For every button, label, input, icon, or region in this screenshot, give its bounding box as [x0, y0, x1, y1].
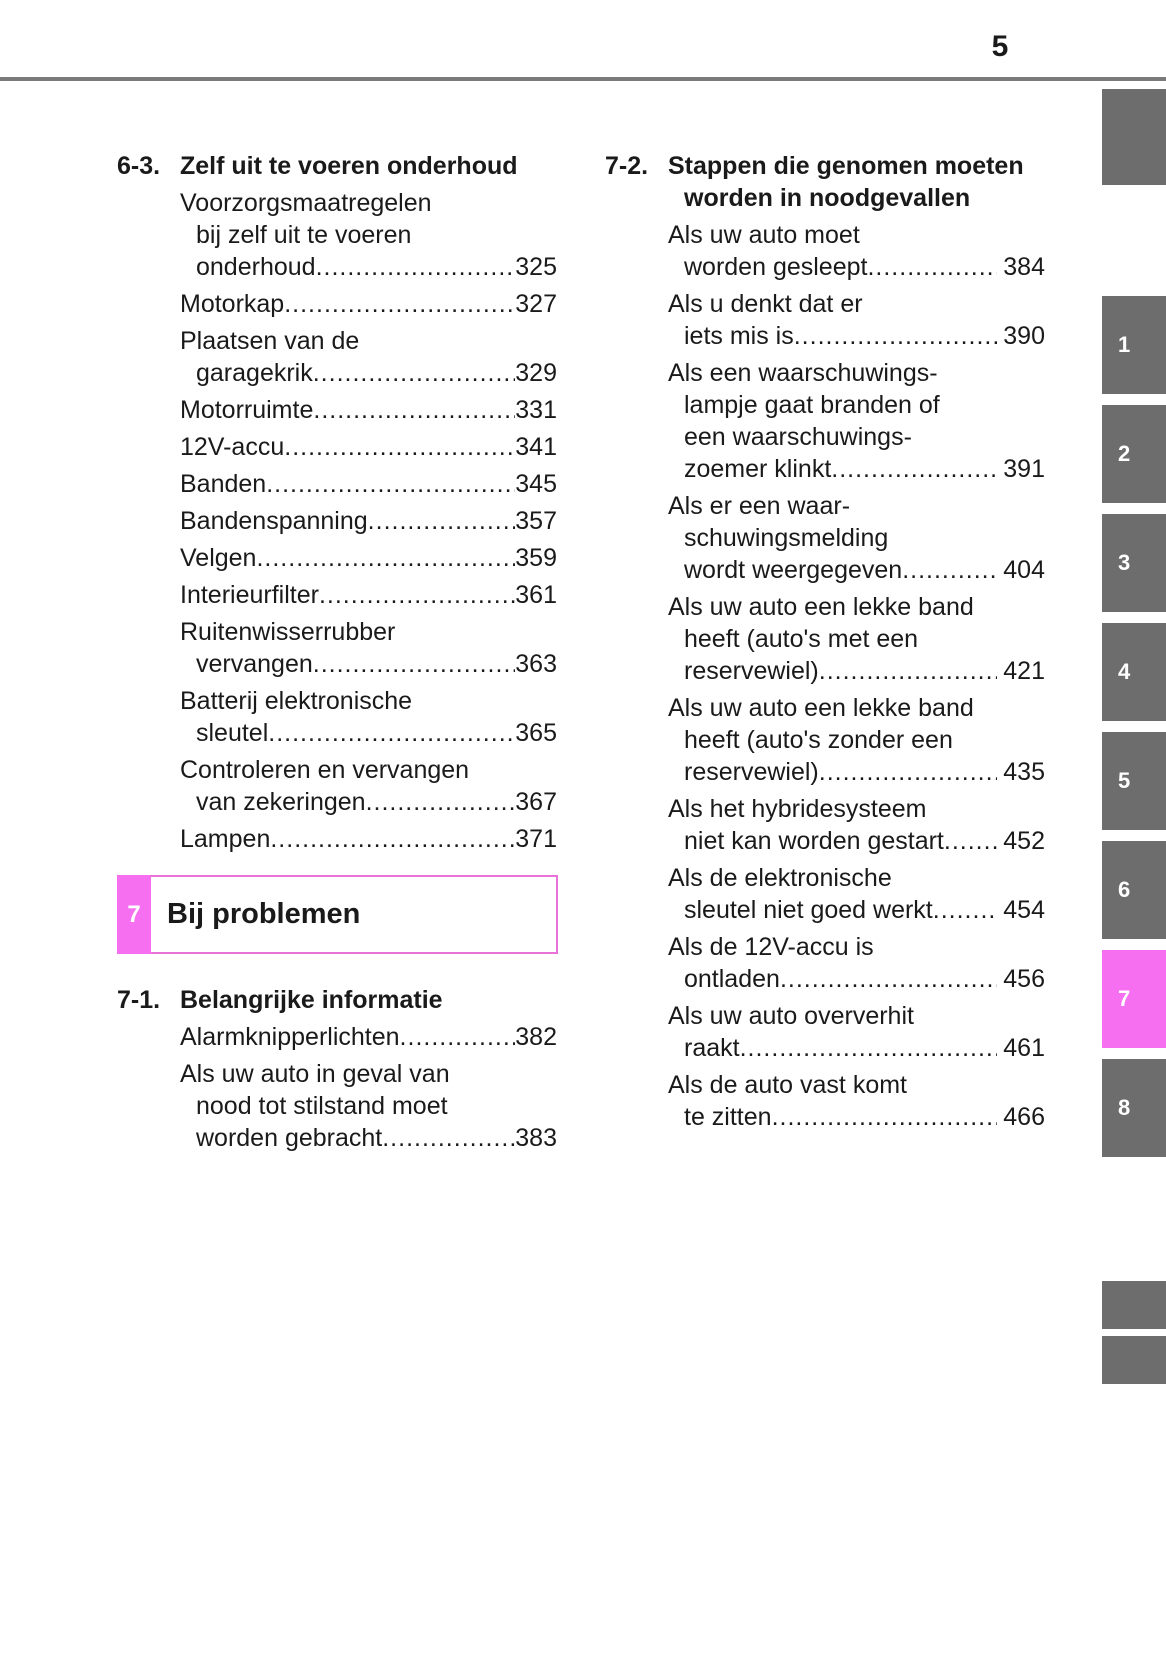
toc-entry-text: iets mis is	[684, 322, 794, 350]
toc-page-number: 390	[1003, 322, 1045, 350]
toc-entry-text: lampje gaat branden of	[684, 391, 940, 419]
chapter-tab-label: 1	[1118, 332, 1131, 357]
toc-entry[interactable]	[180, 1021, 557, 1053]
dot-leader	[772, 1101, 998, 1133]
toc-entry-text: te zitten	[684, 1103, 772, 1131]
toc-list-7-2	[605, 219, 1045, 1133]
toc-entry-text: Ruitenwisserrubber	[180, 618, 396, 646]
dot-leader	[400, 1021, 516, 1053]
section-heading-6-3	[117, 150, 557, 182]
toc-entry-text: Als uw auto oververhit	[668, 1002, 914, 1030]
toc-entry-text: Plaatsen van de	[180, 327, 360, 355]
toc-entry[interactable]	[180, 616, 557, 680]
toc-entry-text: worden gebracht	[196, 1124, 383, 1152]
chapter-tab-label: 4	[1118, 659, 1131, 684]
toc-entry-text: reservewiel)	[684, 758, 819, 786]
toc-entry-text: Als u denkt dat er	[668, 290, 863, 318]
toc-entry[interactable]	[180, 1058, 557, 1154]
section-heading-7-2	[605, 150, 1045, 214]
dot-leader	[933, 894, 998, 926]
dot-leader	[266, 468, 515, 500]
toc-page-number: 384	[1003, 253, 1045, 281]
dot-leader	[740, 1032, 998, 1064]
dot-leader	[867, 251, 997, 283]
toc-entry-text: onderhoud	[196, 253, 316, 281]
toc-entry[interactable]	[668, 490, 1045, 586]
toc-page-number: 371	[515, 825, 557, 853]
toc-entry-text: sleutel	[196, 719, 269, 747]
toc-entry[interactable]	[180, 542, 557, 574]
toc-entry-text: schuwingsmelding	[684, 524, 889, 552]
section-title	[668, 150, 1045, 214]
toc-page-number: 391	[1003, 455, 1045, 483]
toc-entry[interactable]	[180, 431, 557, 463]
toc-entry-text: ontladen	[684, 965, 780, 993]
toc-page-number: 341	[515, 433, 557, 461]
section-title-line-1: Stappen die genomen moeten	[668, 152, 1024, 180]
dot-leader	[313, 648, 516, 680]
toc-page-number: 421	[1003, 657, 1045, 685]
dot-leader	[313, 394, 515, 426]
toc-entry-text: Motorkap	[180, 290, 285, 318]
toc-page-number: 357	[515, 507, 557, 535]
toc-entry-text: worden gesleept	[684, 253, 868, 281]
toc-list-7-1	[117, 1021, 557, 1154]
toc-entry-text: Als uw auto in geval van	[180, 1060, 450, 1088]
toc-entry-text: Als de auto vast komt	[668, 1071, 908, 1099]
dot-leader	[794, 320, 998, 352]
dot-leader	[284, 431, 515, 463]
chapter-tab-label: 6	[1118, 877, 1131, 902]
section-number: 6-3.	[117, 152, 161, 180]
tab-index-a[interactable]	[1102, 1281, 1166, 1329]
toc-entry-text: Banden	[180, 470, 267, 498]
toc-entry[interactable]	[180, 288, 557, 320]
toc-list-6-3	[117, 187, 557, 855]
toc-left-column	[117, 150, 557, 1154]
toc-entry[interactable]	[668, 288, 1045, 352]
toc-entry[interactable]	[180, 468, 557, 500]
toc-entry-text: reservewiel)	[684, 657, 819, 685]
toc-page-number: 325	[515, 253, 557, 281]
toc-entry[interactable]	[668, 591, 1045, 687]
toc-entry-text: niet kan worden gestart	[684, 827, 944, 855]
toc-page-number: 383	[515, 1124, 557, 1152]
toc-entry[interactable]	[180, 685, 557, 749]
toc-entry-text: raakt	[684, 1034, 740, 1062]
toc-entry-text: nood tot stilstand moet	[196, 1092, 448, 1120]
toc-entry[interactable]	[668, 1069, 1045, 1133]
toc-entry-text: zoemer klinkt	[684, 455, 832, 483]
dot-leader	[256, 542, 515, 574]
toc-page-number: 382	[515, 1023, 557, 1051]
toc-entry[interactable]	[668, 931, 1045, 995]
chapter-banner[interactable]	[117, 875, 558, 954]
section-title-line-2: worden in noodgevallen	[684, 184, 971, 212]
chapter-tab-6[interactable]	[1102, 841, 1166, 939]
toc-entry-text: Controleren en vervangen	[180, 756, 470, 784]
toc-entry[interactable]	[180, 394, 557, 426]
toc-entry[interactable]	[668, 357, 1045, 485]
toc-entry-text: Als er een waar-	[668, 492, 851, 520]
toc-entry[interactable]	[668, 1000, 1045, 1064]
toc-entry-text: wordt weergegeven	[684, 556, 903, 584]
toc-entry-text: Voorzorgsmaatregelen	[180, 189, 432, 217]
toc-entry[interactable]	[180, 823, 557, 855]
chapter-tab-8[interactable]	[1102, 1059, 1166, 1157]
page-number: 5	[991, 30, 1009, 63]
chapter-tab-2[interactable]	[1102, 405, 1166, 503]
toc-page-number: 363	[515, 650, 557, 678]
toc-entry-text: bij zelf uit te voeren	[196, 221, 412, 249]
toc-entry-text: Als uw auto een lekke band	[668, 694, 974, 722]
toc-entry-text: Motorruimte	[180, 396, 314, 424]
toc-page-number: 435	[1003, 758, 1045, 786]
toc-right-column	[605, 150, 1045, 1133]
dot-leader	[313, 357, 516, 389]
chapter-tab-5[interactable]	[1102, 732, 1166, 830]
chapter-tab-label: 8	[1118, 1095, 1131, 1120]
chapter-number: 7	[117, 875, 151, 954]
toc-entry-text: 12V-accu	[180, 433, 285, 461]
toc-page-number: 456	[1003, 965, 1045, 993]
toc-page-number: 359	[515, 544, 557, 572]
toc-page-number: 461	[1003, 1034, 1045, 1062]
toc-entry[interactable]	[668, 793, 1045, 857]
toc-entry-text: garagekrik	[196, 359, 313, 387]
dot-leader	[268, 717, 515, 749]
chapter-tab-label: 3	[1118, 550, 1131, 575]
section-title: Zelf uit te voeren onderhoud	[180, 152, 518, 180]
chapter-tab-1[interactable]	[1102, 296, 1166, 394]
toc-entry[interactable]	[668, 219, 1045, 283]
toc-page-number: 404	[1003, 556, 1045, 584]
chapter-tab-4[interactable]	[1102, 623, 1166, 721]
chapter-tab-label: 7	[1118, 986, 1131, 1011]
toc-entry-text: Interieurfilter	[180, 581, 319, 609]
chapter-tab-7[interactable]	[1102, 950, 1166, 1048]
toc-entry-text: Als de elektronische	[668, 864, 892, 892]
toc-page-number: 452	[1003, 827, 1045, 855]
chapter-tab-label: 2	[1118, 441, 1131, 466]
toc-entry[interactable]	[180, 579, 557, 611]
section-heading-7-1	[117, 984, 557, 1016]
dot-leader	[368, 505, 516, 537]
toc-entry-text: van zekeringen	[196, 788, 366, 816]
toc-entry-text: Velgen	[180, 544, 257, 572]
header-rule	[0, 77, 1166, 81]
toc-entry-text: Batterij elektronische	[180, 687, 413, 715]
toc-page-number: 329	[515, 359, 557, 387]
toc-page-number: 327	[515, 290, 557, 318]
toc-entry[interactable]	[668, 692, 1045, 788]
section-number: 7-2.	[605, 152, 649, 180]
toc-entry-text: Als uw auto moet	[668, 221, 860, 249]
tab-index-b[interactable]	[1102, 1336, 1166, 1384]
dot-leader	[382, 1122, 515, 1154]
chapter-title: Bij problemen	[167, 898, 361, 930]
toc-page-number: 331	[515, 396, 557, 424]
toc-entry-text: sleutel niet goed werkt	[684, 896, 933, 924]
chapter-tab-label: 5	[1118, 768, 1131, 793]
dot-leader	[902, 554, 997, 586]
dot-leader	[319, 579, 515, 611]
toc-page-number: 361	[515, 581, 557, 609]
toc-entry-text: Als de 12V-accu is	[668, 933, 874, 961]
dot-leader	[780, 963, 997, 995]
toc-entry[interactable]	[668, 862, 1045, 926]
dot-leader	[831, 453, 997, 485]
toc-entry-text: vervangen	[196, 650, 313, 678]
toc-page-number: 345	[515, 470, 557, 498]
dot-leader	[284, 288, 515, 320]
toc-page-number: 466	[1003, 1103, 1045, 1131]
toc-entry-text: heeft (auto's zonder een	[684, 726, 953, 754]
toc-entry-text: Alarmknipperlichten	[180, 1023, 400, 1051]
toc-entry-text: Als het hybridesysteem	[668, 795, 927, 823]
toc-entry-text: Als uw auto een lekke band	[668, 593, 974, 621]
toc-page-number: 365	[515, 719, 557, 747]
section-number: 7-1.	[117, 986, 161, 1014]
dot-leader	[316, 251, 516, 283]
toc-entry[interactable]	[180, 325, 557, 389]
toc-entry[interactable]	[180, 505, 557, 537]
toc-page-number: 367	[515, 788, 557, 816]
toc-entry[interactable]	[180, 187, 557, 283]
toc-entry[interactable]	[180, 754, 557, 818]
dot-leader	[270, 823, 515, 855]
toc-entry-text: Lampen	[180, 825, 271, 853]
toc-entry-text: een waarschuwings-	[684, 423, 912, 451]
dot-leader	[819, 655, 998, 687]
dot-leader	[819, 756, 998, 788]
dot-leader	[944, 825, 997, 857]
toc-page-number: 454	[1003, 896, 1045, 924]
toc-entry-text: Als een waarschuwings-	[668, 359, 938, 387]
tab-top-blank[interactable]	[1102, 89, 1166, 185]
section-title: Belangrijke informatie	[180, 986, 443, 1014]
chapter-tab-3[interactable]	[1102, 514, 1166, 612]
dot-leader	[366, 786, 516, 818]
toc-entry-text: Bandenspanning	[180, 507, 368, 535]
toc-entry-text: heeft (auto's met een	[684, 625, 919, 653]
